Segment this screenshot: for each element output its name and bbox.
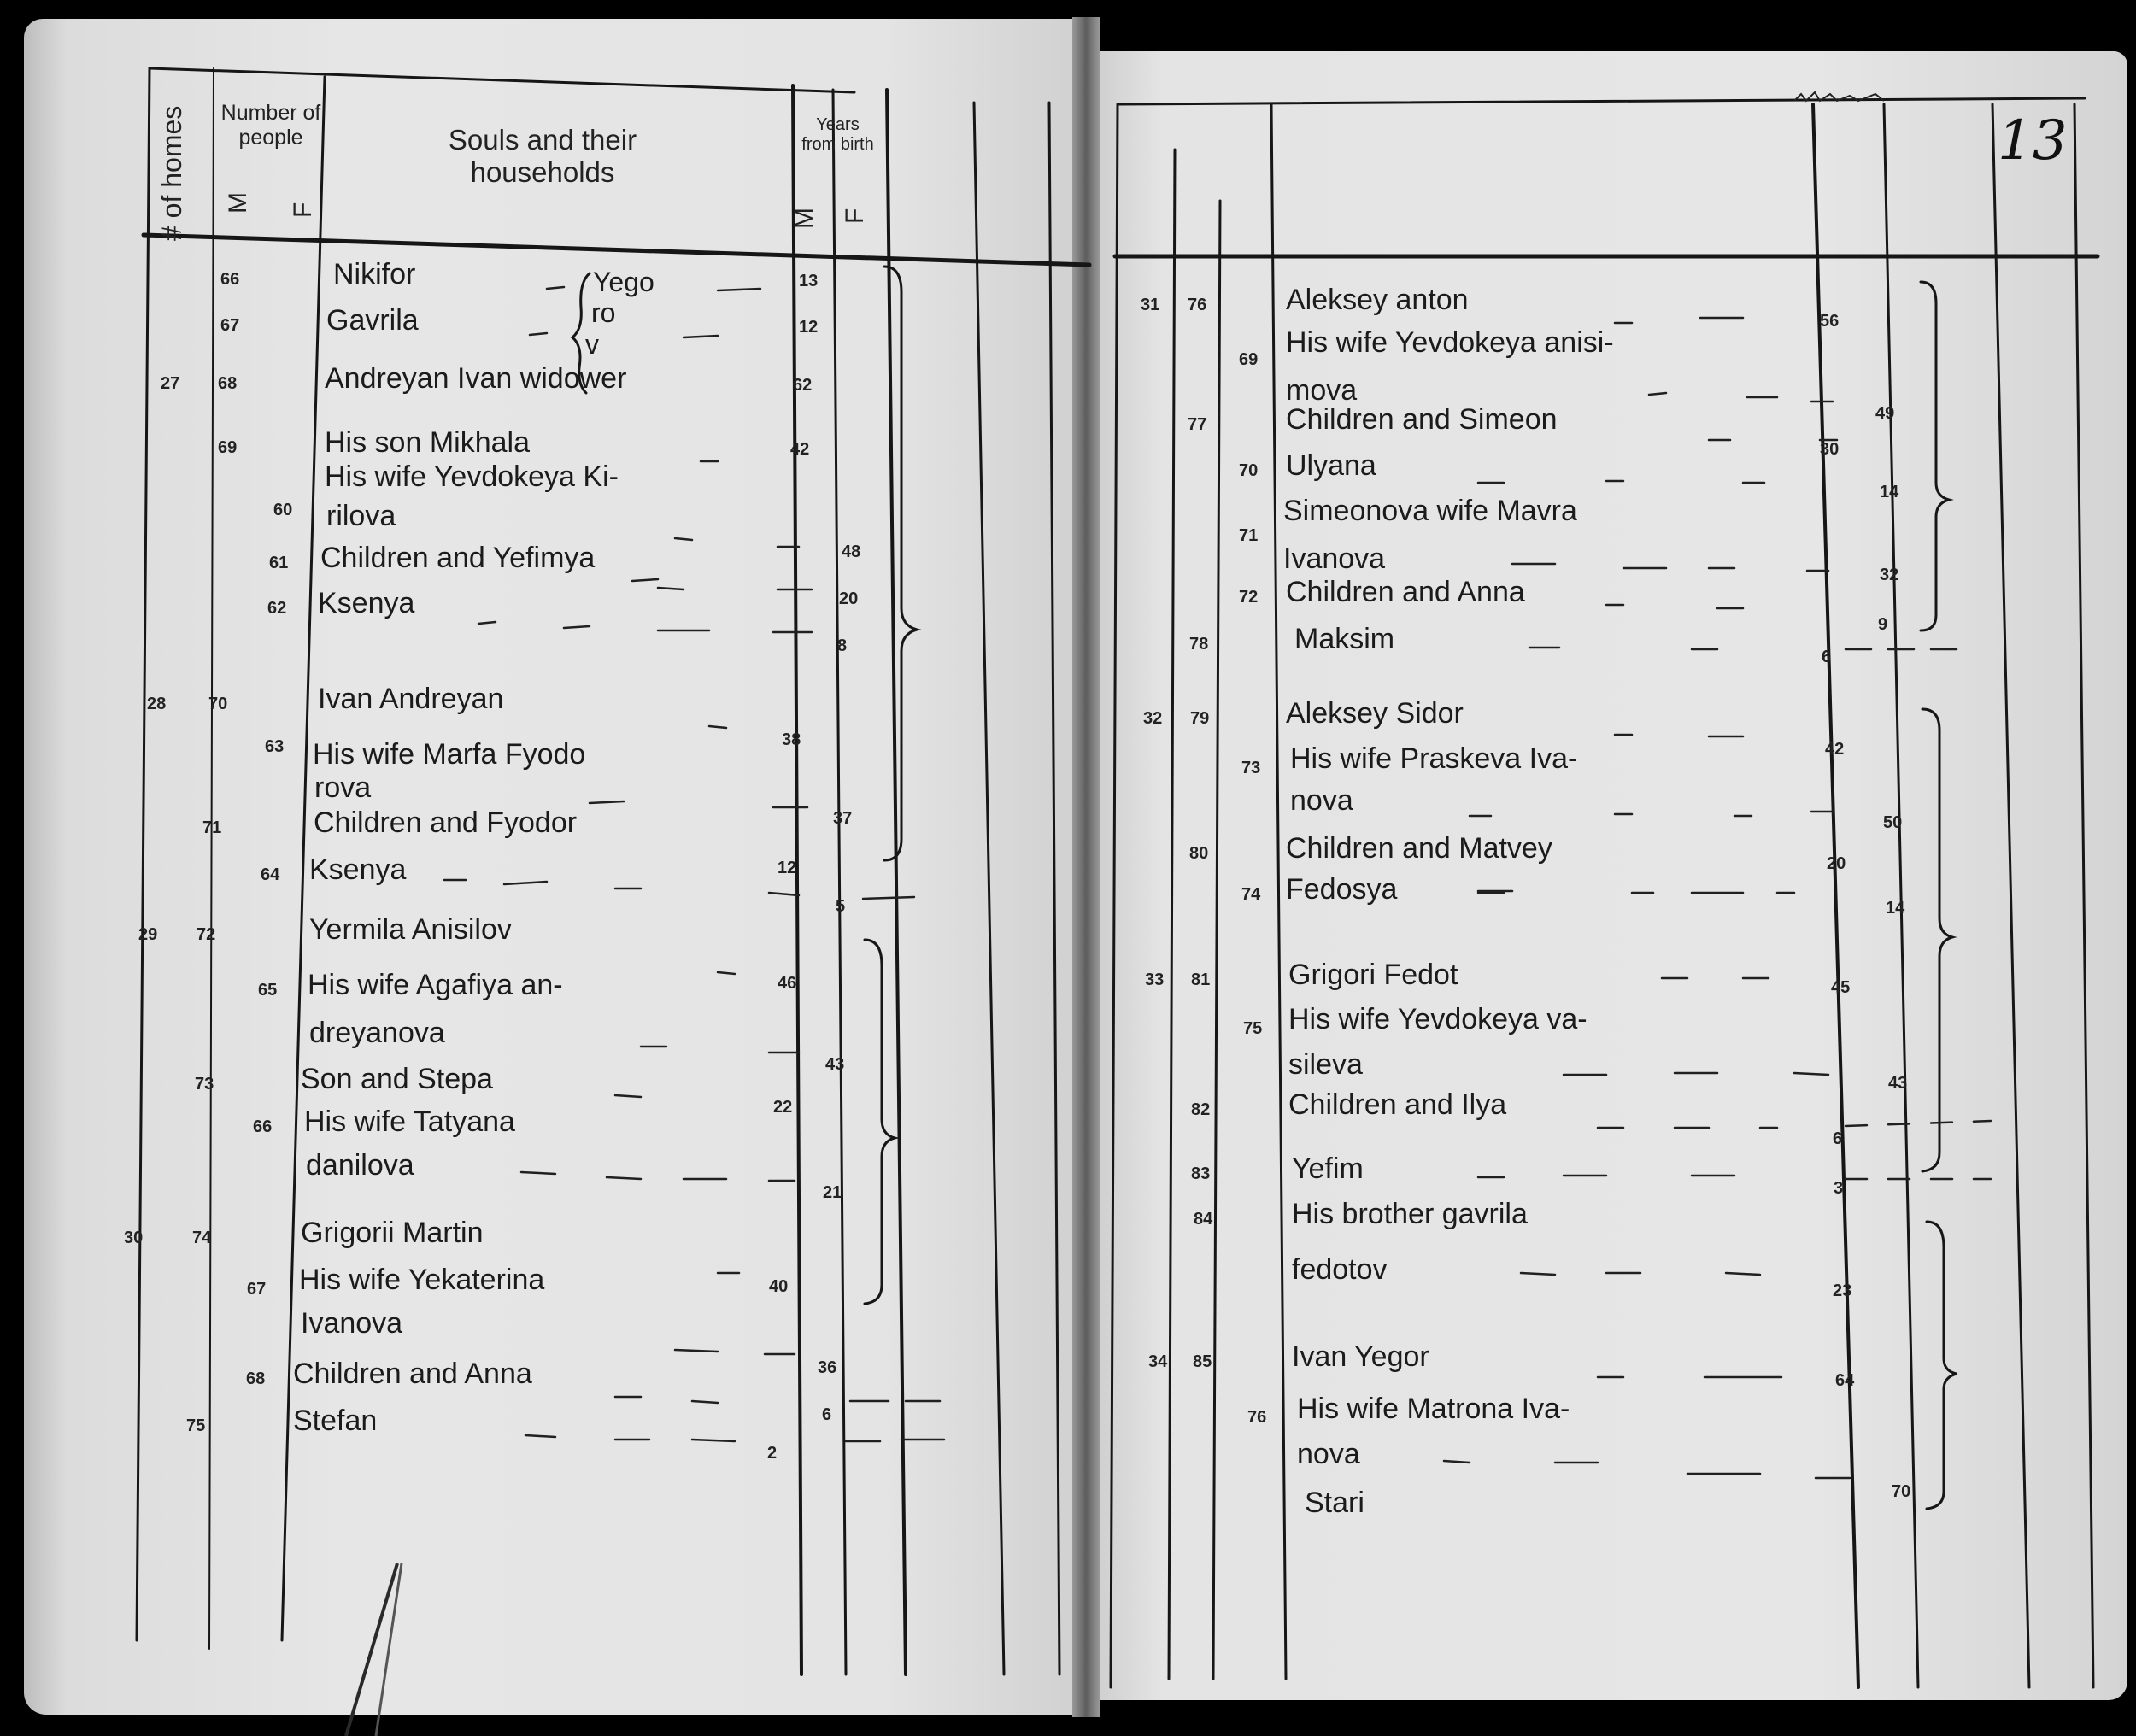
age-male: 42 bbox=[1825, 740, 1845, 759]
male-count: 83 bbox=[1191, 1164, 1211, 1183]
person-name-continued: nova bbox=[1297, 1438, 1360, 1470]
male-count: 67 bbox=[220, 316, 240, 335]
person-name: Stefan bbox=[293, 1405, 378, 1437]
age-female: 5 bbox=[836, 897, 846, 916]
age-female: 6 bbox=[822, 1405, 832, 1424]
age-female: 14 bbox=[1886, 899, 1905, 918]
person-name: Aleksey Sidor bbox=[1286, 697, 1464, 730]
header-years-from-birth: Years from birth bbox=[801, 115, 874, 154]
person-name: Children and Simeon bbox=[1286, 403, 1558, 436]
person-name: His wife Praskeva Iva- bbox=[1290, 742, 1578, 775]
person-name-continued: mova bbox=[1286, 374, 1358, 407]
header-m: M bbox=[224, 192, 252, 214]
male-count: 71 bbox=[202, 818, 222, 837]
age-male: 23 bbox=[1833, 1281, 1852, 1300]
person-name: Children and Matvey bbox=[1286, 832, 1552, 865]
yegorov-label-3: v bbox=[585, 329, 599, 360]
age-female: 48 bbox=[842, 542, 861, 561]
person-name-continued: rilova bbox=[326, 500, 396, 532]
female-count: 69 bbox=[1239, 350, 1259, 369]
person-name: Andreyan Ivan widower bbox=[325, 362, 627, 395]
person-name: His wife Yekaterina bbox=[299, 1264, 545, 1296]
female-count: 75 bbox=[1243, 1019, 1263, 1038]
age-male: 46 bbox=[778, 974, 797, 993]
header-souls: Souls and their households bbox=[448, 124, 637, 188]
female-count: 61 bbox=[269, 554, 289, 572]
age-male: 62 bbox=[793, 376, 813, 395]
person-name: Nikifor bbox=[333, 258, 416, 290]
person-name: His wife Yevdokeya va- bbox=[1288, 1003, 1587, 1035]
home-number: 34 bbox=[1148, 1352, 1168, 1371]
age-male: 20 bbox=[1827, 854, 1846, 873]
person-name: Ksenya bbox=[309, 853, 407, 886]
female-count: 73 bbox=[1241, 759, 1261, 777]
person-name: Yermila Anisilov bbox=[309, 913, 512, 946]
person-name: Gavrila bbox=[326, 304, 419, 337]
home-number: 33 bbox=[1145, 971, 1165, 989]
person-name: Children and Fyodor bbox=[314, 806, 578, 839]
person-name: Ksenya bbox=[318, 587, 415, 619]
age-male: 12 bbox=[799, 318, 819, 337]
age-male: 6 bbox=[1822, 648, 1832, 666]
home-number: 27 bbox=[161, 374, 180, 393]
age-female: 49 bbox=[1875, 404, 1895, 423]
female-count: 72 bbox=[1239, 588, 1259, 607]
age-male: 6 bbox=[1833, 1129, 1843, 1148]
male-count: 77 bbox=[1188, 415, 1207, 434]
person-name: Children and Yefimya bbox=[320, 542, 596, 574]
age-female: 70 bbox=[1892, 1482, 1911, 1501]
female-count: 64 bbox=[261, 865, 280, 884]
person-name: Grigori Fedot bbox=[1288, 959, 1458, 991]
yegorov-label-2: ro bbox=[591, 297, 616, 328]
female-count: 65 bbox=[258, 981, 278, 1000]
age-male: 13 bbox=[799, 272, 819, 290]
person-name: Ivan Andreyan bbox=[318, 683, 504, 715]
age-male: 42 bbox=[790, 440, 810, 459]
header-number-of-people: Number of people bbox=[220, 101, 321, 150]
male-count: 80 bbox=[1189, 844, 1209, 863]
home-number: 29 bbox=[138, 925, 158, 944]
female-count: 60 bbox=[273, 501, 293, 519]
female-count: 70 bbox=[1239, 461, 1259, 480]
age-male: 22 bbox=[773, 1098, 793, 1117]
person-name: Ulyana bbox=[1286, 449, 1376, 482]
age-male: 38 bbox=[782, 730, 801, 749]
person-name: Ivan Yegor bbox=[1292, 1340, 1429, 1373]
person-name-continued: danilova bbox=[306, 1149, 414, 1182]
age-male: 56 bbox=[1820, 312, 1840, 331]
age-male: 40 bbox=[769, 1277, 789, 1296]
male-count: 84 bbox=[1194, 1210, 1213, 1229]
male-count: 85 bbox=[1193, 1352, 1212, 1371]
male-count: 79 bbox=[1190, 709, 1210, 728]
male-count: 82 bbox=[1191, 1100, 1211, 1119]
age-female: 21 bbox=[823, 1183, 842, 1202]
home-number: 31 bbox=[1141, 296, 1160, 314]
person-name-continued: sileva bbox=[1288, 1048, 1363, 1081]
male-count: 76 bbox=[1188, 296, 1207, 314]
person-name-continued: rova bbox=[314, 771, 372, 804]
person-name: Grigorii Martin bbox=[301, 1217, 484, 1249]
age-female: 50 bbox=[1883, 813, 1903, 832]
male-count: 73 bbox=[195, 1075, 214, 1094]
header-f: F bbox=[289, 202, 317, 218]
yegorov-label-1: Yego bbox=[593, 267, 654, 297]
age-female: 32 bbox=[1880, 566, 1899, 584]
home-number: 30 bbox=[124, 1229, 144, 1247]
age-female: 43 bbox=[1888, 1074, 1908, 1093]
age-female: 43 bbox=[825, 1055, 845, 1074]
male-count: 74 bbox=[192, 1229, 212, 1247]
male-count: 70 bbox=[208, 695, 228, 713]
female-count: 66 bbox=[253, 1117, 273, 1136]
person-name: His wife Marfa Fyodo bbox=[313, 738, 586, 771]
person-name-continued: nova bbox=[1290, 784, 1353, 817]
person-name: Simeonova wife Mavra bbox=[1283, 495, 1577, 527]
person-name: Children and Anna bbox=[293, 1358, 532, 1390]
male-count: 66 bbox=[220, 270, 240, 289]
age-female: 14 bbox=[1880, 483, 1899, 501]
age-male: 45 bbox=[1831, 978, 1851, 997]
age-male: 64 bbox=[1835, 1371, 1855, 1390]
person-name-continued: Ivanova bbox=[1283, 542, 1386, 575]
age-male: 30 bbox=[1820, 440, 1840, 459]
person-name-continued: Ivanova bbox=[301, 1307, 403, 1340]
person-name: Fedosya bbox=[1286, 873, 1398, 906]
person-name: His wife Yevdokeya anisi- bbox=[1286, 326, 1614, 359]
person-name: His brother gavrila bbox=[1292, 1198, 1528, 1230]
female-count: 76 bbox=[1247, 1408, 1267, 1427]
person-name: Yefim bbox=[1292, 1152, 1364, 1185]
page-number: 13 bbox=[1998, 109, 2068, 173]
home-number: 28 bbox=[147, 695, 167, 713]
person-name-continued: dreyanova bbox=[309, 1017, 445, 1049]
female-count: 68 bbox=[246, 1369, 266, 1388]
age-female: 37 bbox=[833, 809, 853, 828]
person-name: Children and Anna bbox=[1286, 576, 1525, 608]
male-count: 75 bbox=[186, 1416, 206, 1435]
person-name: His son Mikhala bbox=[325, 426, 530, 459]
female-count: 71 bbox=[1239, 526, 1259, 545]
age-female: 36 bbox=[818, 1358, 837, 1377]
person-name: Son and Stepa bbox=[301, 1063, 493, 1095]
male-count: 68 bbox=[218, 374, 238, 393]
age-female: 20 bbox=[839, 589, 859, 608]
age-female: 8 bbox=[837, 636, 848, 655]
female-count: 74 bbox=[1241, 885, 1261, 904]
male-count: 72 bbox=[197, 925, 216, 944]
age-male: 2 bbox=[767, 1444, 778, 1463]
header-years-f: F bbox=[841, 208, 869, 224]
home-number: 32 bbox=[1143, 709, 1163, 728]
female-count: 63 bbox=[265, 737, 285, 756]
header-years-m: M bbox=[790, 208, 819, 229]
header-homes: # of homes bbox=[156, 105, 187, 241]
person-name: Stari bbox=[1305, 1487, 1364, 1519]
person-name: Aleksey anton bbox=[1286, 284, 1469, 316]
person-name: His wife Tatyana bbox=[304, 1106, 515, 1138]
person-name-continued: fedotov bbox=[1292, 1253, 1388, 1286]
person-name: His wife Yevdokeya Ki- bbox=[325, 460, 619, 493]
age-male: 3 bbox=[1834, 1179, 1844, 1198]
age-male: 12 bbox=[778, 859, 797, 877]
person-name: His wife Agafiya an- bbox=[308, 969, 563, 1001]
age-female: 9 bbox=[1878, 615, 1888, 634]
person-name: Children and Ilya bbox=[1288, 1088, 1507, 1121]
male-count: 69 bbox=[218, 438, 238, 457]
female-count: 62 bbox=[267, 599, 287, 618]
female-count: 67 bbox=[247, 1280, 267, 1299]
male-count: 78 bbox=[1189, 635, 1209, 654]
male-count: 81 bbox=[1191, 971, 1211, 989]
person-name: His wife Matrona Iva- bbox=[1297, 1393, 1570, 1425]
person-name: Maksim bbox=[1294, 623, 1395, 655]
